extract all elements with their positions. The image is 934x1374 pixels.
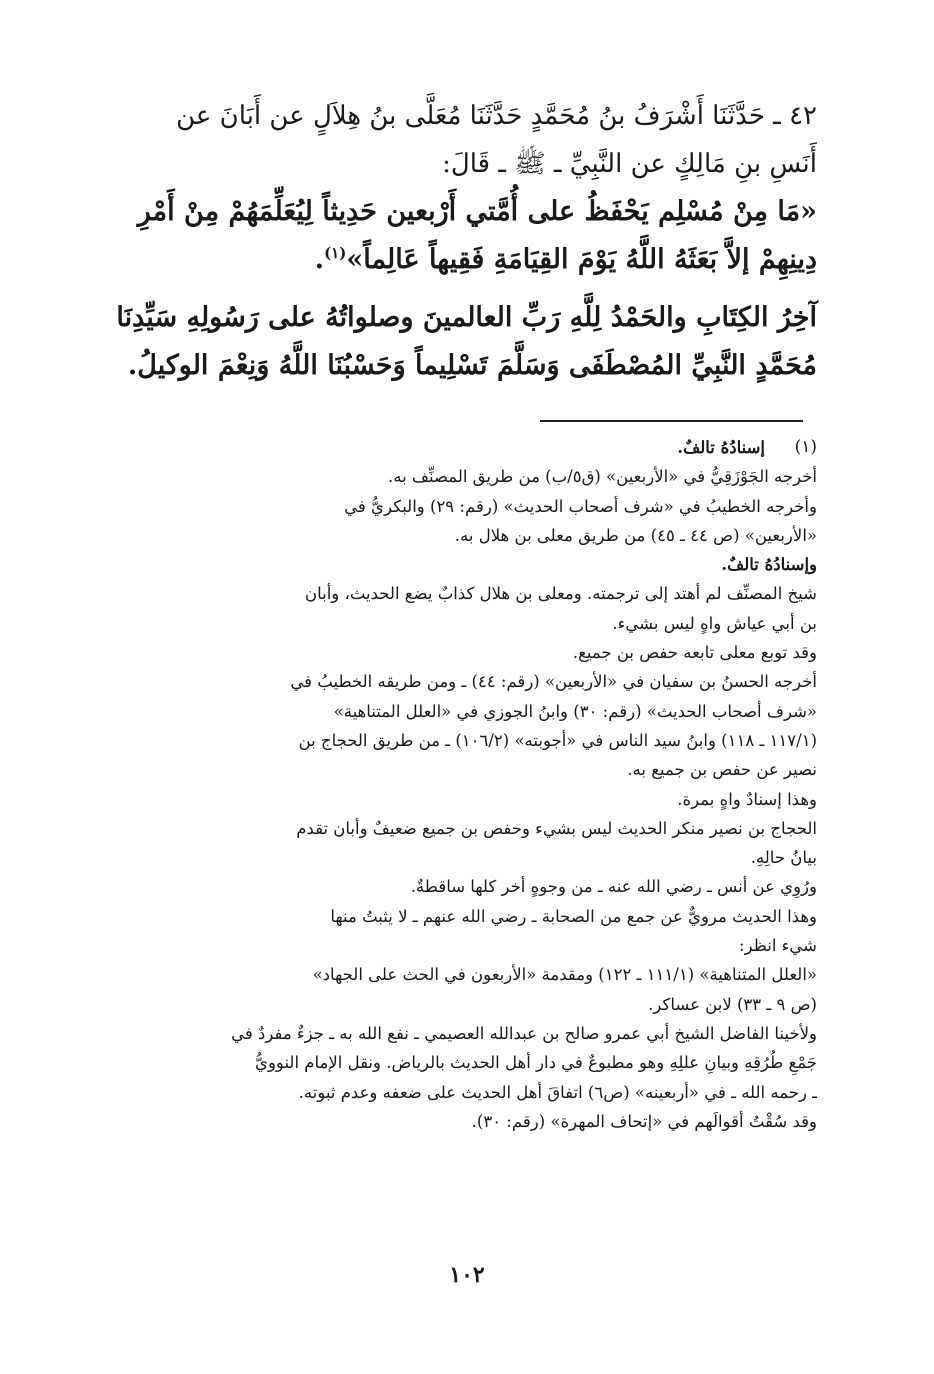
footnote-line: «الأربعين» (ص ٤٤ ـ ٤٥) من طريق معلى بن هلال به. (454, 525, 817, 545)
footnote-body (105, 433, 765, 462)
footnote-reference: (١) (324, 244, 347, 262)
footnote-separator (540, 420, 803, 422)
footnote-line: جَمْعِ طُرُقِهِ وبيانِ عللِهِ وهو مطبوعٌ في دار أهل الحديث بالرياض. ونقل الإمام النوويُّ (255, 1053, 817, 1073)
footnote-1 (105, 433, 817, 462)
footnote-line: إسنادُهُ تالفٌ. (677, 438, 765, 457)
footnote-line: الحجاج بن نصير منكر الحديث ليس بشيء وحفص بن جميع ضعيفٌ وأبان تقدم (296, 818, 817, 838)
hadith-chain-line-2: أَنَسِ بنِ مَالِكٍ عن النَّبِيِّ ـ ﷺ ـ قَالَ: (442, 149, 817, 179)
footnote-line: بن أبي عياش واهٍ ليس بشيء. (612, 613, 817, 633)
footnote-line: شيء انظر: (739, 936, 817, 956)
footnote-line: ولأخينا الفاضل الشيخ أبي عمرو صالح بن عبدالله العصيمي ـ نفع الله به ـ جزءٌ مفردٌ في (231, 1023, 817, 1043)
footnote-line: (١١٧/١ ـ ١١٨) وابنُ سيد الناس في «أجوبته» (١٠٦/٢) ـ من طريق الحجاج بن (298, 730, 817, 750)
footnote-line: شيخ المصنِّف لم أهتد إلى ترجمته. ومعلى بن هلال كذابٌ يضع الحديث، وأبان (304, 584, 817, 604)
hadith-chain-line-1: ٤٢ ـ حَدَّثَنَا أَشْرَفُ بنُ مُحَمَّدٍ حَدَّثَنَا مُعَلَّى بنُ هِلاَلٍ عن أَبَانَ عن (176, 101, 817, 131)
footnote-continuation (105, 462, 817, 1136)
footnote-line: نصير عن حفص بن جميع به. (627, 760, 817, 780)
footnote-line: وقد سُقْتُ أقوالَهم في «إتحاف المهرة» (رقم: ٣٠). (471, 1111, 817, 1131)
footnote-line: وهذا الحديث مرويٌّ عن جمع من الصحابة ـ رضي الله عنهم ـ لا يثبتُ منها (330, 906, 817, 926)
footnote-line: أخرجه الحسنُ بن سفيان في «الأربعين» (رقم: ٤٤) ـ ومن طريقه الخطيبُ في (290, 672, 817, 692)
hadith-matn-text: دِينِهِمْ إلاَّ بَعَثَهُ اللَّهُ يَوْمَ القِيَامَةِ فَقِيهاً عَالِماً» (346, 244, 817, 275)
footnote-line: (ص ٩ ـ ٣٣) لابن عساكر. (648, 994, 817, 1014)
main-text (105, 92, 817, 390)
closing-line-1: آخِرُ الكِتَابِ والحَمْدُ لِلَّهِ رَبِّ العالمينَ وصلواتُهُ على رَسُولِهِ سَيِّدِنَا (116, 302, 817, 333)
footnote-line: أخرجه الجَوْزَقِيُّ في «الأربعين» (ق٥/ب) من طريق المصنِّف به. (387, 467, 817, 487)
closing-line-2: مُحَمَّدٍ النَّبِيِّ المُصْطَفَى وَسَلَّمَ تَسْلِيماً وَحَسْبُنَا اللَّهُ وَنِعْمَ الوكيلُ. (127, 350, 817, 381)
footnote-line: وهذا إسنادٌ واهٍ بمرة. (677, 789, 817, 809)
footnote-line: ـ رحمه الله ـ في «أربعينه» (ص٦) اتفاقَ أهل الحديث على ضعفه وعدم ثبوته. (298, 1082, 817, 1102)
footnote-line: «شرف أصحاب الحديث» (رقم: ٣٠) وابنُ الجوزي في «العلل المتناهية» (333, 701, 817, 721)
footnote-number: (١) (794, 437, 817, 457)
footnote-line: «العلل المتناهية» (١١١/١ ـ ١٢٢) ومقدمة «الأربعون في الحث على الجهاد» (312, 965, 817, 985)
footnote-line: وقد توبع معلى تابعه حفص بن جميع. (572, 643, 817, 663)
footnotes (105, 433, 817, 1136)
hadith-matn-line-2 (105, 236, 817, 284)
page-number: ١٠٢ (449, 1262, 485, 1288)
footnote-line: بيانُ حالِهِ. (750, 848, 817, 868)
footnote-line: وأخرجه الخطيبُ في «شرف أصحاب الحديث» (رقم: ٢٩) والبكريُّ في (344, 496, 817, 516)
hadith-matn-line-1: «مَا مِنْ مُسْلِم يَحْفَظُ على أُمَّتي أَرْبعين حَدِيثاً لِيُعَلِّمَهُمْ مِنْ أَمْرِ (137, 196, 817, 227)
footnote-line: ورُوِي عن أنس ـ رضي الله عنه ـ من وجوهٍ أخر كلها ساقطةٌ. (410, 877, 817, 897)
footnote-line: وإسنادُهُ تالفٌ. (721, 555, 817, 575)
hadith-matn-period: . (314, 244, 325, 275)
